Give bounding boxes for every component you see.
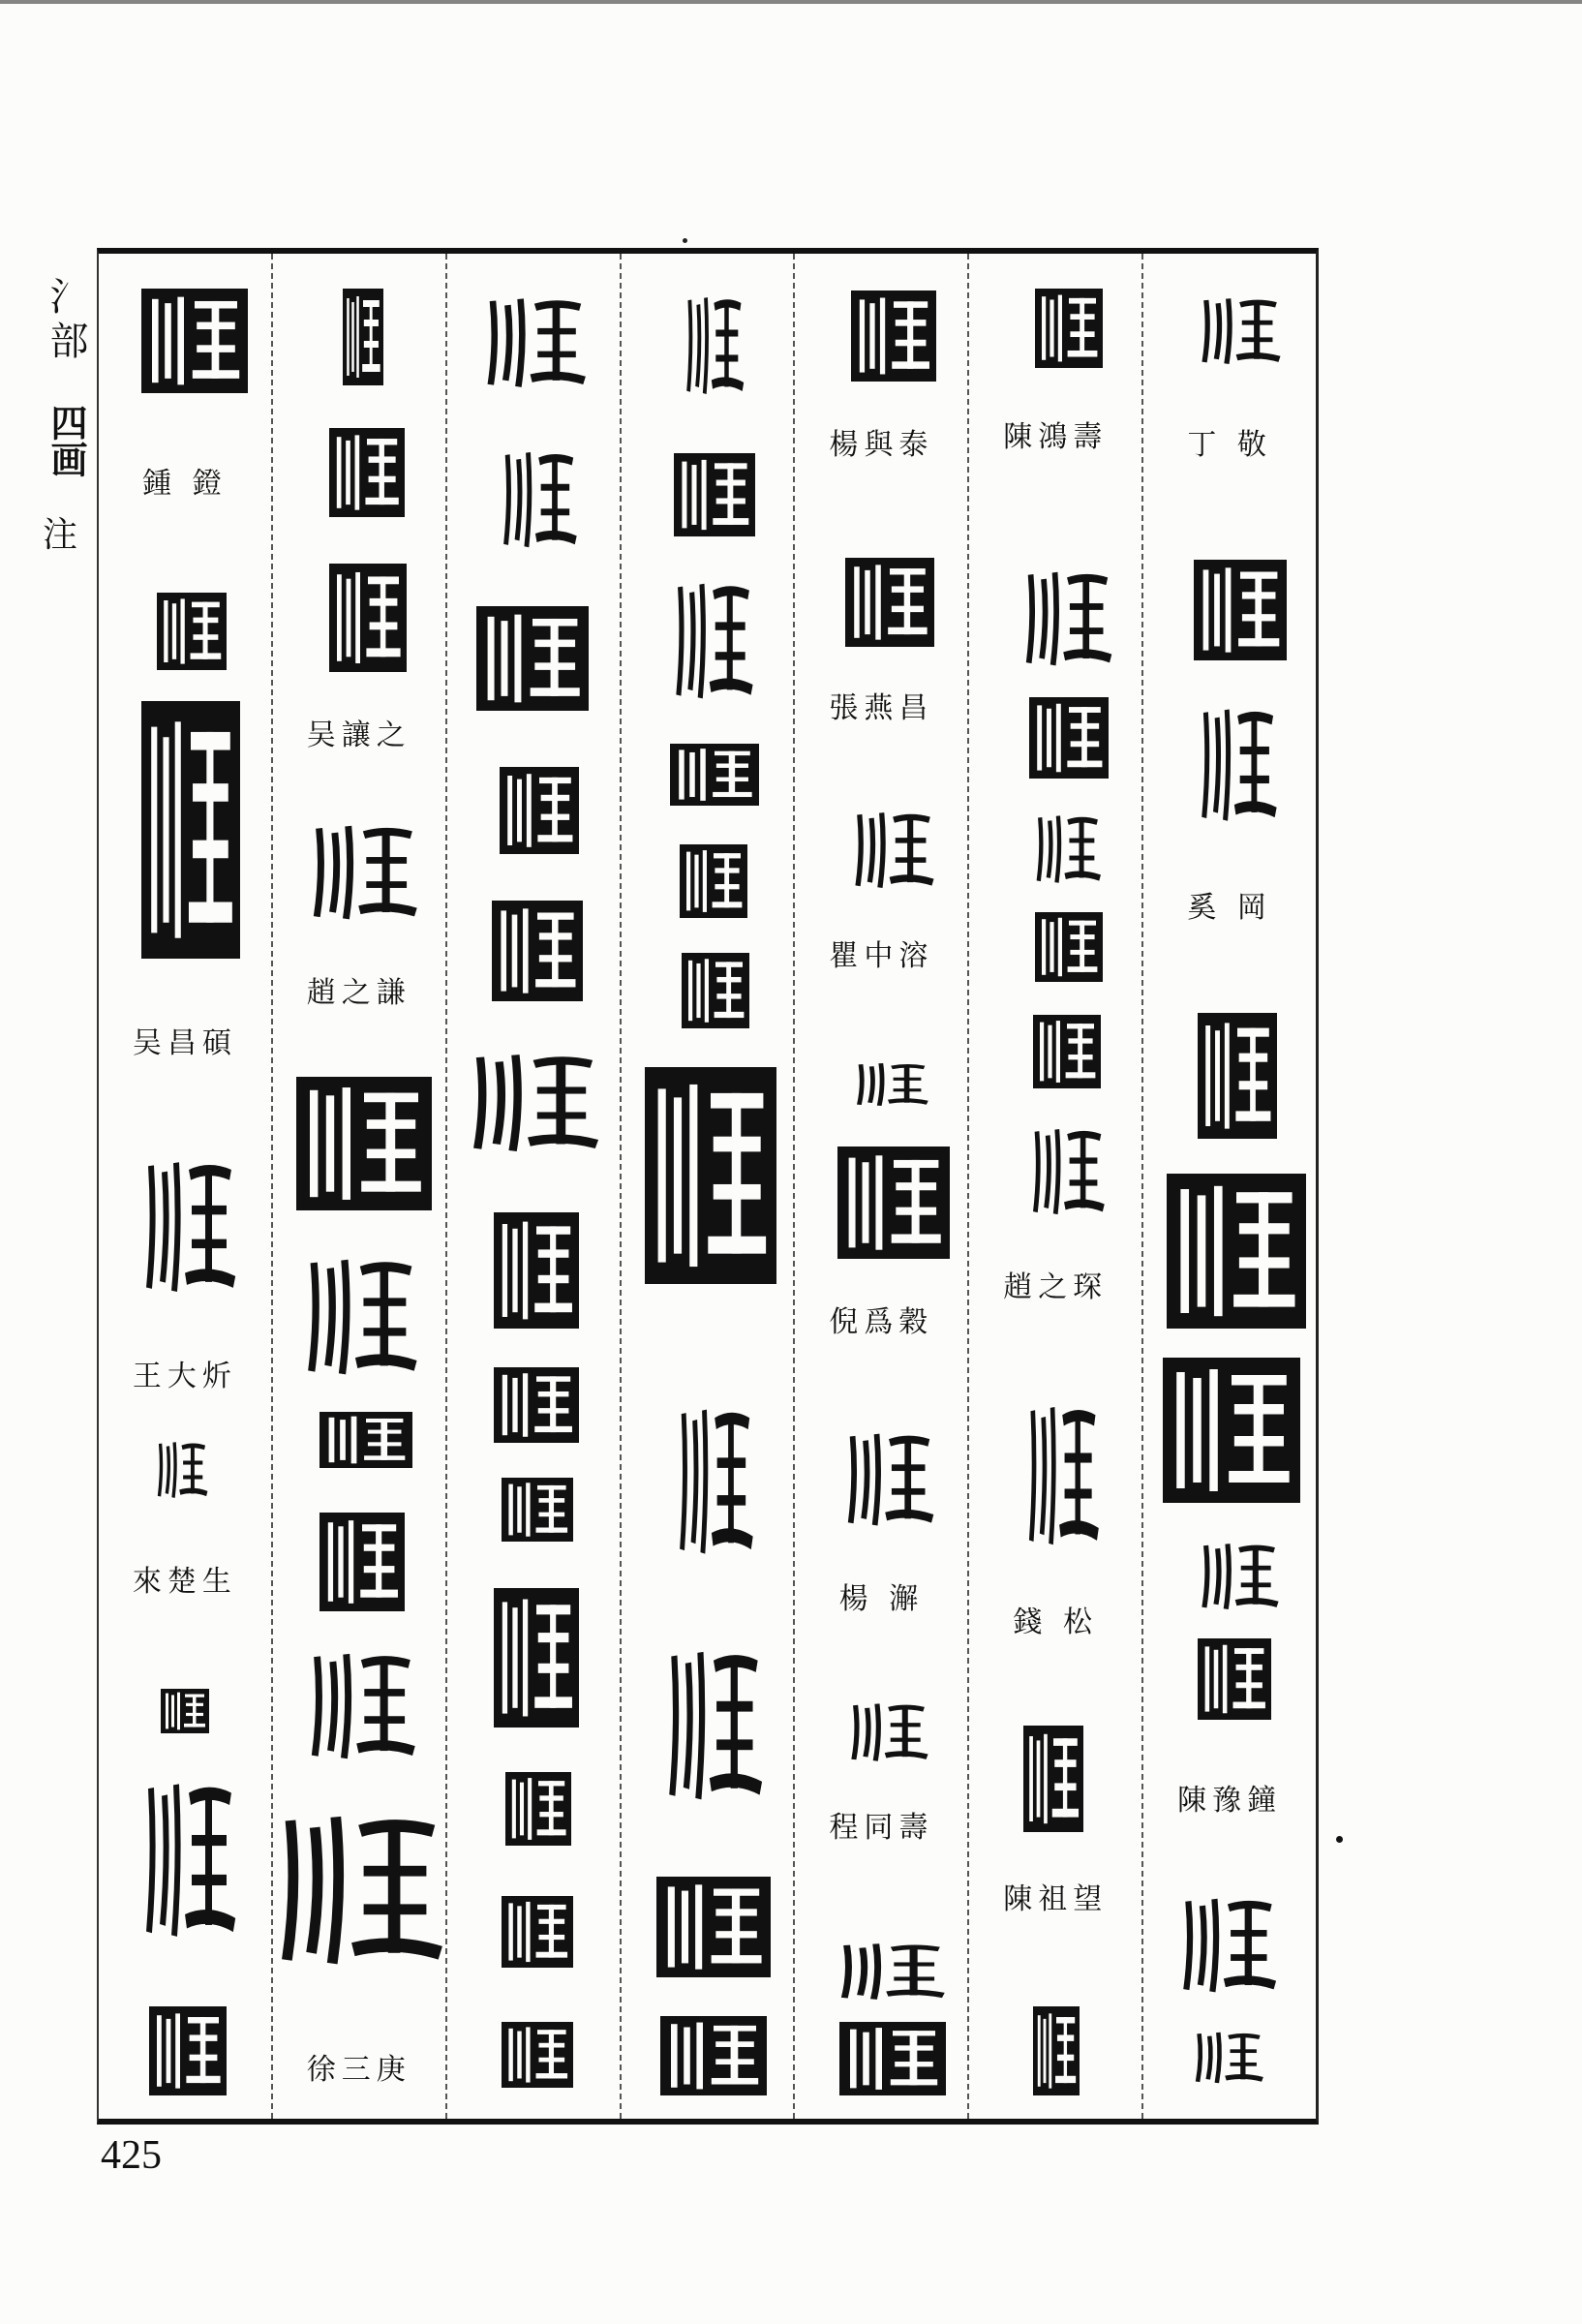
seal-owner-label: 瞿中溶: [829, 939, 934, 973]
seal-owner-label: 陳豫鐘: [1177, 1784, 1283, 1818]
seal-impression: [141, 1770, 238, 1950]
seal-impression: [149, 2006, 227, 2095]
seal-impression: [502, 1478, 573, 1542]
seal-impression: [141, 701, 240, 959]
seal-impression: [1029, 1121, 1107, 1222]
seal-impression: [329, 428, 405, 517]
stroke-count-label: 四画: [45, 404, 88, 477]
seal-impression: [157, 593, 227, 670]
seal-impression: [302, 1249, 420, 1385]
seal-owner-label: 錢 松: [1013, 1605, 1098, 1639]
seal-owner-label: 張燕昌: [829, 691, 934, 725]
seal-impression: [645, 1067, 776, 1284]
seal-impression: [476, 606, 589, 711]
seal-impression: [1021, 564, 1114, 674]
seal-impression: [843, 1425, 936, 1534]
seal-impression: [1035, 912, 1103, 982]
seal-impression: [851, 806, 936, 895]
seal-table: [97, 248, 1319, 2125]
seal-column-2: [273, 254, 447, 2119]
seal-impression: [494, 1212, 579, 1329]
seal-impression: [1194, 560, 1287, 660]
seal-impression: [1033, 810, 1103, 889]
seal-impression: [1167, 1174, 1306, 1329]
seal-impression: [505, 1772, 571, 1846]
seal-impression: [684, 289, 745, 403]
seal-impression: [839, 2022, 946, 2095]
print-speck: [683, 238, 687, 243]
seal-impression: [141, 1150, 238, 1303]
seal-impression: [329, 564, 407, 672]
seal-impression: [155, 1437, 209, 1503]
seal-impression: [467, 1046, 602, 1160]
seal-impression: [1198, 699, 1279, 831]
seal-impression: [664, 1638, 765, 1813]
seal-impression: [500, 767, 579, 854]
seal-column-5: [795, 254, 969, 2119]
seal-owner-label: 鍾 鐙: [142, 467, 228, 501]
seal-owner-label: 趙之謙: [306, 976, 411, 1010]
seal-impression: [500, 443, 579, 556]
seal-impression: [1033, 2006, 1080, 2095]
seal-impression: [494, 1588, 579, 1728]
seal-impression: [1192, 2028, 1265, 2088]
seal-impression: [853, 1059, 930, 1110]
seal-owner-label: 吴昌碩: [132, 1026, 237, 1060]
seal-impression: [672, 573, 755, 709]
seal-impression: [851, 290, 936, 382]
seal-impression: [343, 289, 383, 385]
seal-impression: [319, 1513, 405, 1611]
seal-owner-label: 王大炘: [132, 1360, 237, 1393]
seal-impression: [670, 744, 759, 806]
seal-impression: [660, 2016, 767, 2095]
seal-impression: [494, 1367, 579, 1443]
seal-impression: [674, 453, 755, 536]
seal-impression: [1035, 289, 1103, 368]
seal-impression: [676, 1396, 755, 1567]
seal-owner-label: 徐三庚: [306, 2053, 411, 2087]
seal-impression: [161, 1689, 209, 1733]
seal-impression: [1198, 292, 1283, 370]
seal-owner-label: 陳祖望: [1003, 1882, 1109, 1916]
side-tab: [35, 276, 88, 555]
seal-column-3: [447, 254, 622, 2119]
seal-owner-label: 楊與泰: [829, 428, 934, 462]
seal-impression: [1029, 697, 1109, 779]
seal-owner-label: 奚 岡: [1187, 891, 1272, 925]
seal-impression: [1198, 1638, 1271, 1720]
seal-owner-label: 倪爲穀: [829, 1305, 934, 1339]
seal-impression: [141, 289, 248, 393]
seal-impression: [296, 1077, 432, 1210]
seal-impression: [1198, 1013, 1277, 1139]
seal-impression: [492, 901, 583, 1001]
seal-owner-label: 程同壽: [829, 1811, 934, 1845]
seal-impression: [1023, 1726, 1083, 1832]
scan-edge: [0, 0, 1582, 4]
seal-impression: [1198, 1538, 1281, 1615]
seal-owner-label: 陳鴻壽: [1003, 420, 1109, 454]
seal-impression: [847, 1698, 930, 1766]
seal-owner-label: 丁 敬: [1187, 428, 1272, 462]
seal-impression: [1033, 1015, 1101, 1088]
seal-column-4: [622, 254, 796, 2119]
seal-owner-label: 來楚生: [132, 1565, 237, 1599]
seal-impression: [502, 1896, 573, 1968]
seal-impression: [837, 1147, 950, 1259]
seal-owner-label: 楊 澥: [838, 1582, 925, 1616]
seal-impression: [308, 817, 420, 928]
seal-impression: [1025, 1394, 1101, 1557]
seal-impression: [1178, 1890, 1279, 2001]
seal-impression: [680, 844, 747, 918]
seal-impression: [656, 1877, 771, 1977]
seal-owner-label: 吴讓之: [306, 719, 411, 752]
seal-impression: [306, 1644, 418, 1768]
seal-impression: [502, 2022, 573, 2088]
seal-impression: [836, 1939, 948, 2004]
page-number: 425: [101, 2133, 162, 2178]
seal-impression: [319, 1412, 412, 1468]
seal-owner-label: 趙之琛: [1003, 1270, 1109, 1304]
seal-column-7: [1143, 254, 1316, 2119]
seal-impression: [482, 290, 589, 395]
seal-impression: [682, 953, 749, 1028]
seal-column-1: [99, 254, 273, 2119]
seal-column-6: [969, 254, 1143, 2119]
seal-impression: [845, 558, 934, 647]
radical-label: 氵部: [44, 276, 88, 365]
seal-impression: [273, 1803, 447, 1977]
character-heading: 注: [43, 515, 78, 555]
scan-mark: [1336, 1836, 1343, 1843]
seal-impression: [1163, 1358, 1300, 1503]
